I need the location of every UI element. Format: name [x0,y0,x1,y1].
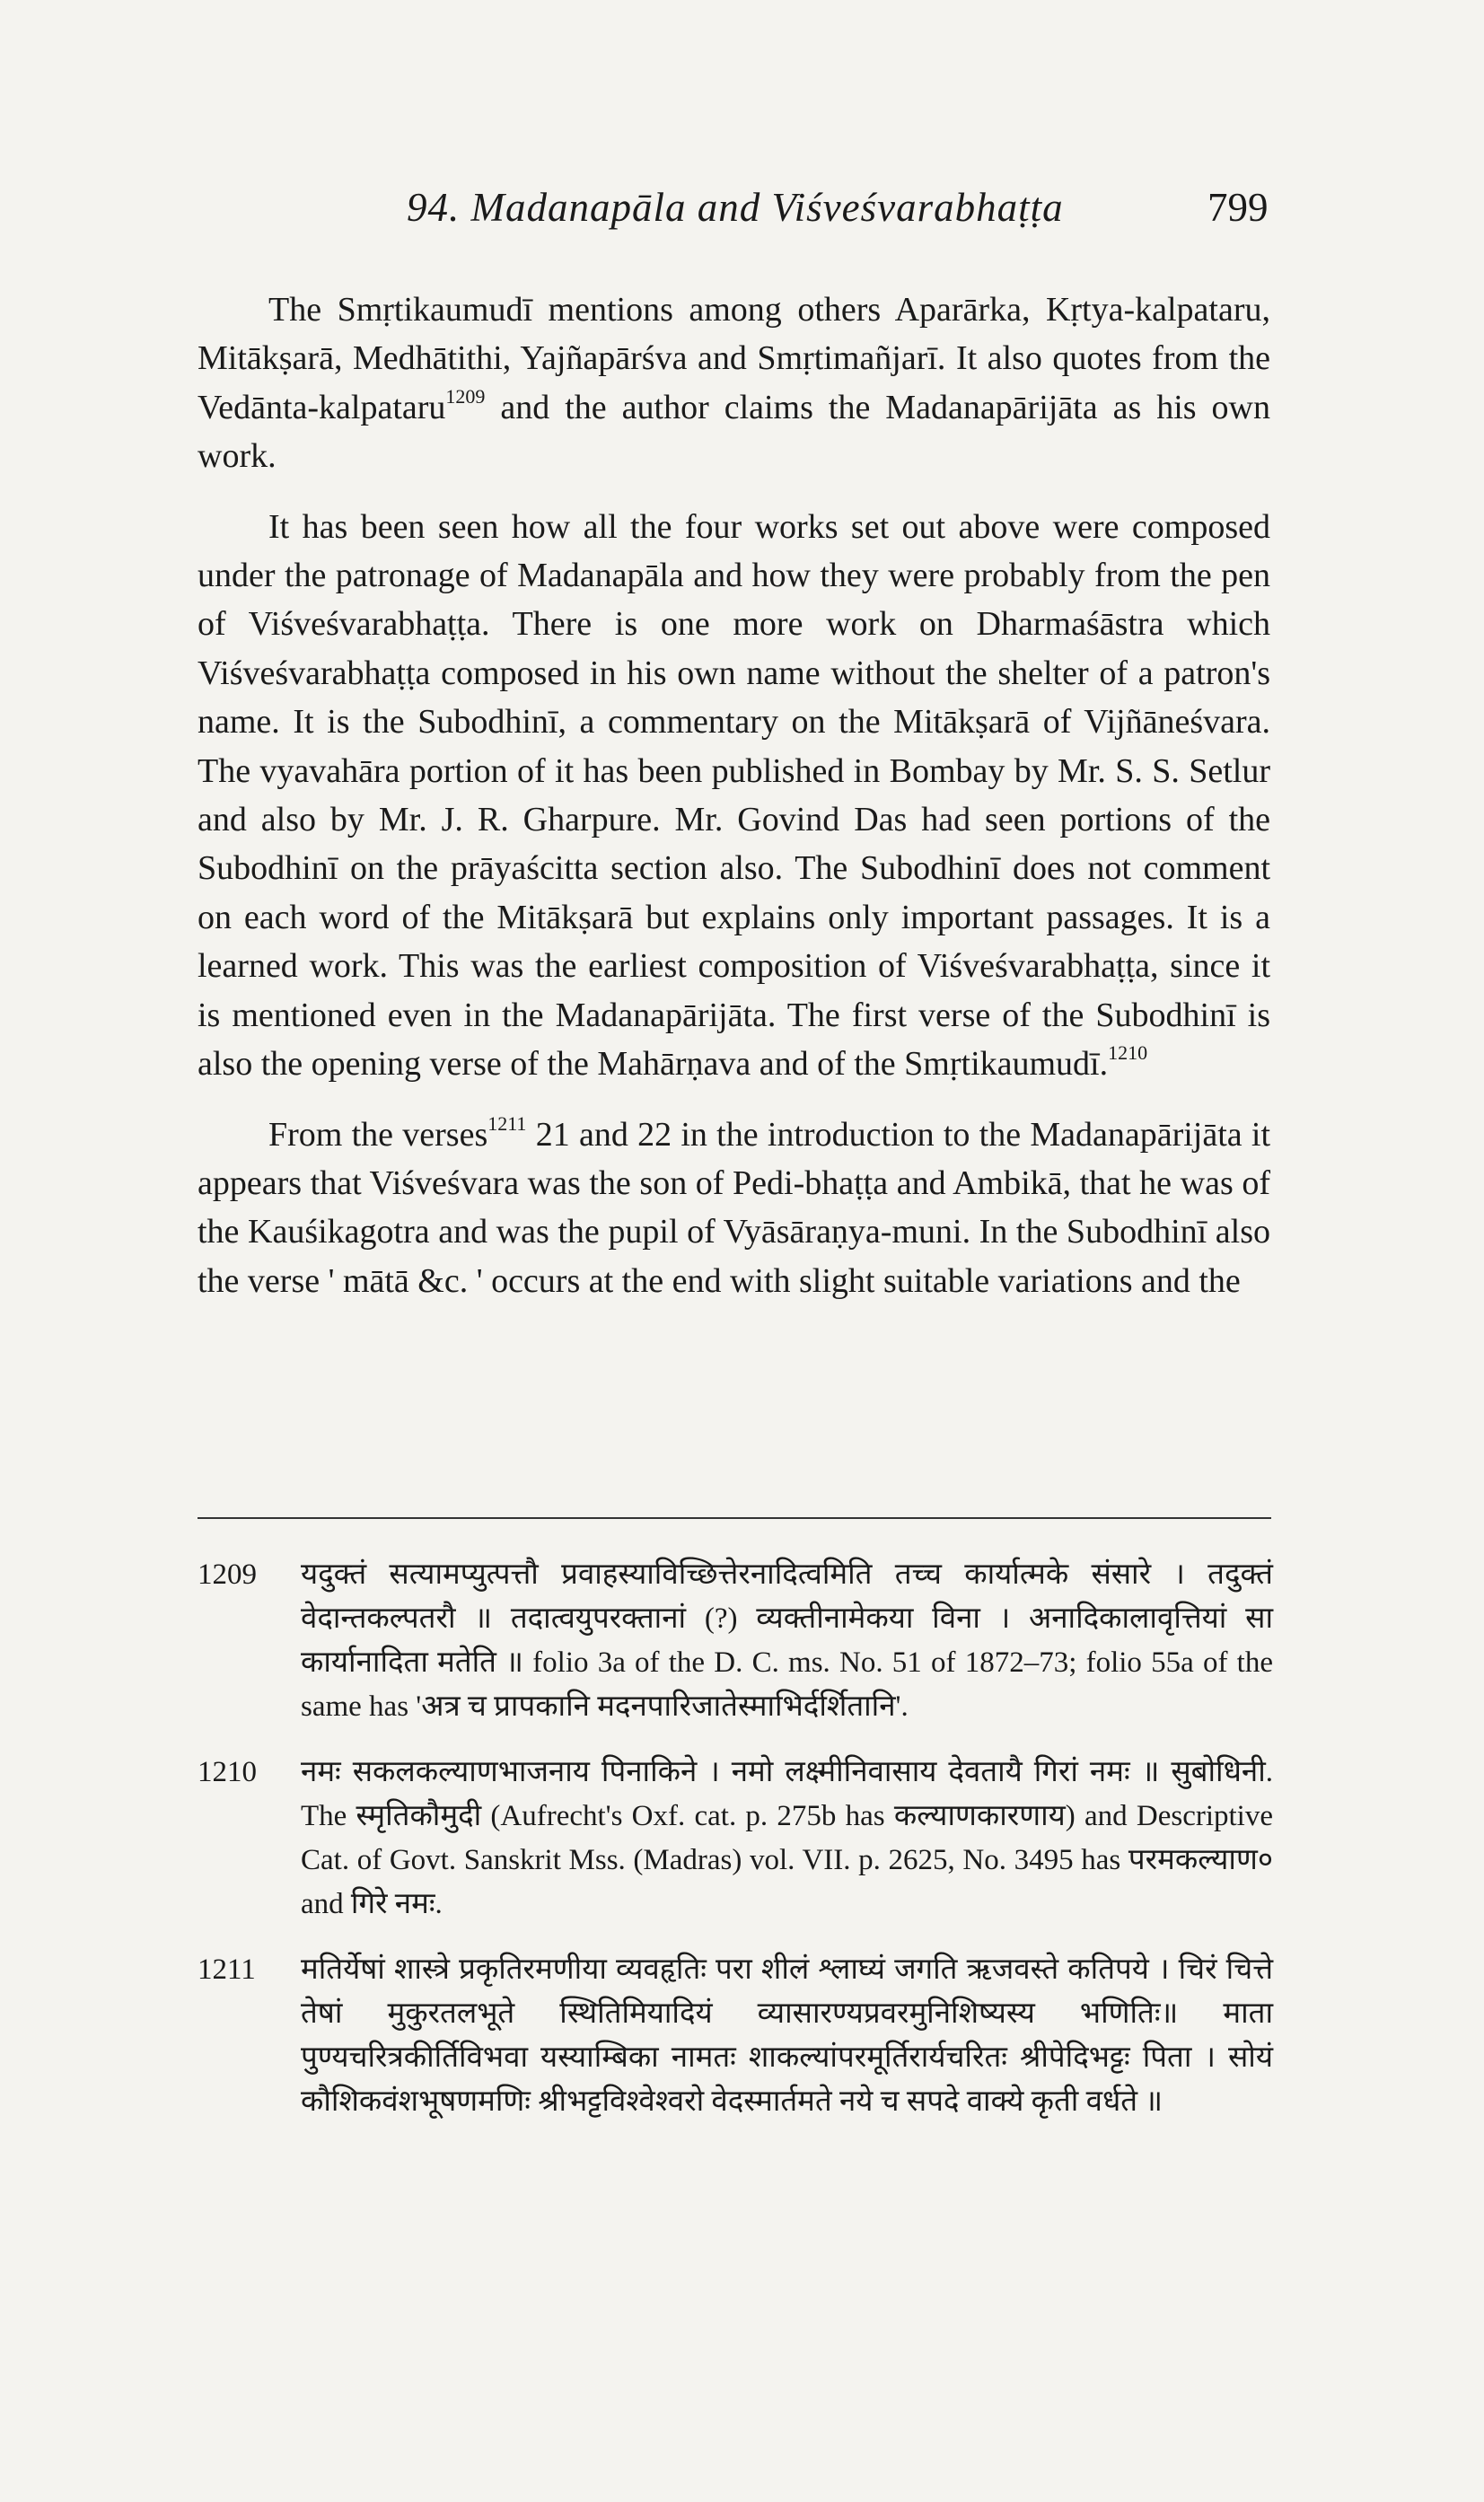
footnotes [198,1553,1273,2146]
page-number: 799 [1207,185,1269,230]
footnote-number: 1211 [198,1953,256,1986]
paragraph-text: It has been seen how all the four works set out above were composed under the patronage of Madanapāla and how they were probably from the pen of Viśveśvarabhaṭṭa. There is one more work on Dharmaśāstra which Viśveśvarabhaṭṭa composed in his own name without the shelter of a patron's name. It is the Subodhinī, a commentary on the Mitākṣarā of Vijñāneśvara. The vyavahāra portion of it has been published in Bombay by Mr. S. S. Setlur and also by Mr. J. R. Gharpure. Mr. Govind Das had seen portions of the Subodhinī on the prāyaścitta section also. The Subodhinī does not comment on each word of the Mitākṣarā but explains only important passages. It is a learned work. This was the earliest composition of Viśveśvarabhaṭṭa, since it is mentioned even in the Madanapārijāta. The first verse of the Subodhinī is also the opening verse of the Mahārṇava and of the Smṛtikaumudī. [198,507,1270,1084]
footnote-text: मतिर्येषां शास्त्रे प्रकृतिरमणीया व्यवहृतिः परा शीलं श्लाघ्यं जगति ऋजवस्ते कतिपये । चिरं चित्ते तेषां मुकुरतलभूते स्थितिमियादियं व्यासारण्यप्रवरमुनिशिष्यस्य भणितिः॥ माता पुण्यचरित्रकीर्तिविभवा यस्याम्बिका नामतः शाकल्यांपरमूर्तिरार्यचरितः श्रीपेदिभट्टः पिता । सोयं कौशिकवंशभूषणमणिः श्रीभट्टविश्वेश्वरो वेदस्मार्तमते नये च सपदे वाक्ये कृती वर्धते ॥ [301,1953,1273,2118]
paragraph-1 [198,285,1270,481]
running-head-title: 94. Madanapāla and Viśveśvarabhaṭṭa [407,185,1064,230]
paragraph-text-after: 21 and 22 in the introduction to the Madanapārijāta it appears that Viśveśvara was the son of Pedi-bhaṭṭa and Ambikā, that he was of the Kauśikagotra and was the pupil of Vyāsāraṇya-muni. In the Subodhinī also the verse ' mātā &c. ' occurs at the end with slight suitable variations and the [198,1115,1270,1300]
footnote-1210 [198,1751,1273,1927]
paragraph-text: From the verses [268,1115,488,1154]
footnote-ref-1210: 1210 [1108,1041,1148,1065]
footnote-ref-1209: 1209 [445,384,486,408]
paragraph-3 [198,1111,1270,1306]
footnote-ref-1211: 1211 [487,1111,527,1135]
paragraph-2 [198,503,1270,1089]
footnote-1209 [198,1553,1273,1729]
footnote-text: नमः सकलकल्याणभाजनाय पिनाकिने । नमो लक्ष्मीनिवासाय देवतायै गिरां नमः ॥ सुबोधिनी. The स्मृतिकौमुदी (Aufrecht's Oxf. cat. p. 275b has कल्याणकारणाय) and Descriptive Cat. of Govt. Sanskrit Mss. (Madras) vol. VII. p. 2625, No. 3495 has परमकल्याण० and गिरे नमः. [301,1756,1273,1920]
paragraph-text: The Smṛtikaumudī mentions among others Aparārka, Kṛtya-kalpataru, Mitākṣarā, Medhātithi, Yajñapārśva and Smṛtimañjarī. It also quotes from the Vedānta-kalpataru [198,291,1270,426]
footnote-number: 1209 [198,1558,257,1591]
running-head [0,184,1484,238]
paragraph-text-after: and the author claims the Madanapārijāta as his own work. [198,388,1270,476]
footnote-divider [198,1517,1271,1519]
footnote-1211 [198,1948,1273,2124]
body-text [198,285,1270,1327]
footnote-text: यदुक्तं सत्यामप्युत्पत्तौ प्रवाहस्याविच्छित्तेरनादित्वमिति तच्च कार्यात्मके संसारे । तदुक्तं वेदान्तकल्पतरौ ॥ तदात्वयुपरक्तानां (?) व्यक्तीनामेकया विना । अनादिकालावृत्तियां सा कार्यानादिता मतेति ॥ folio 3a of the D. C. ms. No. 51 of 1872–73; folio 55a of the same has 'अत्र च प्रापकानि मदनपारिजातेस्माभिर्दर्शितानि'. [301,1558,1273,1723]
footnote-number: 1210 [198,1756,257,1788]
